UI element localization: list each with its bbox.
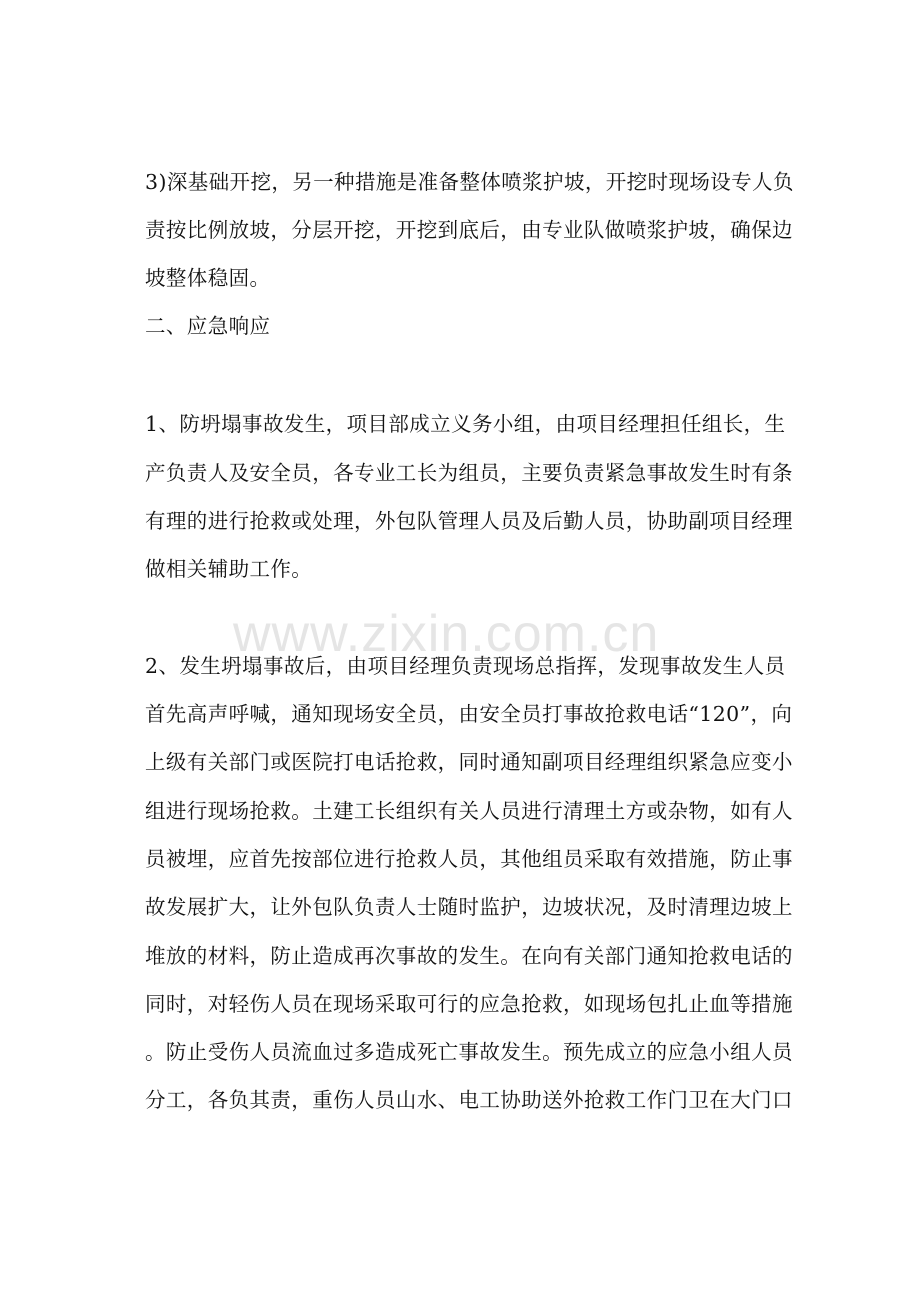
text-line: 1、防坍塌事故发生，项目部成立义务小组，由项目经理担任组长，生 — [145, 412, 786, 436]
section-heading: 二、应急响应 — [145, 314, 271, 338]
text-line: 坡整体稳固。 — [145, 266, 271, 290]
text-line: 分工，各负其责，重伤人员山水、电工协助送外抢救工作门卫在大门口 — [145, 1088, 793, 1112]
text-line: 上级有关部门或医院打电话抢救，同时通知副项目经理组织紧急应变小 — [145, 750, 793, 774]
text-line: 同时，对轻伤人员在现场采取可行的应急抢救，如现场包扎止血等措施 — [145, 992, 793, 1016]
text-line: 首先高声呼喊，通知现场安全员，由安全员打事故抢救电话“120”，向 — [145, 702, 793, 726]
text-line: 产负责人及安全员，各专业工长为组员，主要负责紧急事故发生时有条 — [145, 461, 793, 485]
text-line: 责按比例放坡，分层开挖，开挖到底后，由专业队做喷浆护坡，确保边 — [145, 218, 793, 242]
text-line: 。防止受伤人员流血过多造成死亡事故发生。预先成立的应急小组人员 — [145, 1040, 793, 1064]
text-line: 有理的进行抢救或处理，外包队管理人员及后勤人员，协助副项目经理 — [145, 509, 793, 533]
text-line: 做相关辅助工作。 — [145, 557, 313, 581]
text-line: 组进行现场抢救。土建工长组织有关人员进行清理土方或杂物，如有人 — [145, 799, 793, 823]
text-line: 2、发生坍塌事故后，由项目经理负责现场总指挥，发现事故发生人员 — [145, 654, 786, 678]
watermark: www.zixin.com.cn — [233, 605, 660, 663]
text-line: 故发展扩大，让外包队负责人士随时监护，边坡状况，及时清理边坡上 — [145, 895, 793, 919]
text-line: 堆放的材料，防止造成再次事故的发生。在向有关部门通知抢救电话的 — [145, 944, 793, 968]
text-line: 3)深基础开挖，另一种措施是准备整体喷浆护坡，开挖时现场设专人负 — [145, 170, 794, 194]
text-line: 员被埋，应首先按部位进行抢救人员，其他组员采取有效措施，防止事 — [145, 847, 793, 871]
